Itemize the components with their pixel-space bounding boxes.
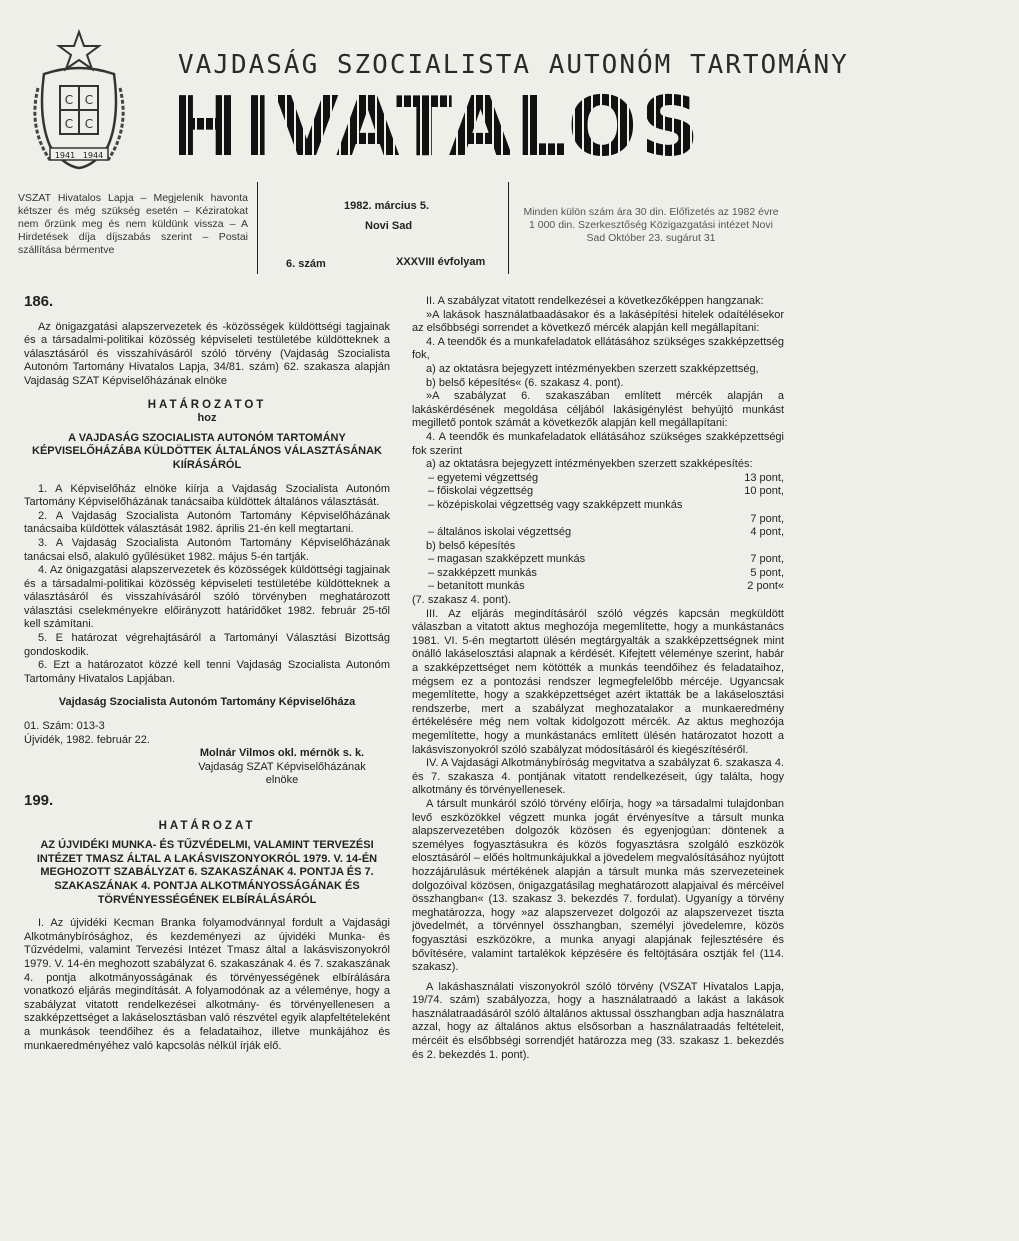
paragraph-5: 5. E határozat végrehajtásáról a Tartományi Választási Bizottság gondoskodik. <box>24 632 390 658</box>
paragraph-IV: IV. A Vajdasági Alkotmánybíróság megvitatva a szabályzat 6. szakasza 4. és 7. szakasza 4. pontjának vitatott rendelkezéseit, úgy találta, hogy alkotmány és törvényellenesek. <box>412 757 784 797</box>
paragraph-II: II. A szabályzat vitatott rendelkezései a következőképpen hangzanak: <box>426 295 764 307</box>
coat-of-arms-emblem <box>20 28 138 178</box>
quote-3: a) az oktatásra bejegyzett intézményekben szerzett szakképzettség, <box>426 362 759 375</box>
paragraph-III: III. Az eljárás megindításáról szóló végzés kapcsán megküldött válaszban a vitatott aktus meghozója megemlítette, hogy a munkástanács 1981. VI. 5-én megtartott ülésén megtárgyalták a szakképzettségnek mint önálló lakáselosztási alapnak a kérdését. Kifejtett véleménye szerint, habár a szakképzettséget nem kötötték a munkás teendőihez és feladataihoz, mégsem ez a pontozási rendszer legmegfelelőbb mércéje. Ugyancsak megemlítette, hogy a szakképzettséget azért iktatták be a lakáselosztási rendszerbe, mert a szabályzat meghozatalakor a munkaeredmény értékelésére még nem voltak kidolgozott mércék. Az aktus meghozója megemlítette, hogy a munkástanács említett ülésén határozatot hozott a lakásviszonyokról szóló szabályzat módosításáról és kiegészítéséről. <box>412 607 784 756</box>
paragraph-I: I. Az újvidéki Kecman Branka folyamodvánnyal fordult a Vajdasági Alkotmánybírósághoz, és kezdeményezi az újvidéki Munka- és Tűzvédelmi, valamint Tervezési Intézet Tmasz által a lakásviszonyokról 1979. V. 14-én meghozott szabályzat 6. szakaszának 4. és 7. szakaszának 4. pontja alkotmányosságának és törvényességének elbírálására vonatkozó eljárás megindítását. A folyamodónak az a véleménye, hogy a szabályzat vitatott rendelkezései alkotmány- és törvényellenesen a szakképzettséget a lakáselosztásban való részvétel egyik alapfeltételeként a munkások teendőihez és a feladataihoz, illetve munkájához és munkaeredményéhez való kapcsolás nélkül írják elő. <box>24 917 390 1052</box>
quote-7: a) az oktatásra bejegyzett intézményekben szerzett szakképesítés: <box>426 458 753 471</box>
signer-role: Vajdaság SZAT Képviselőházának <box>198 760 366 773</box>
left-column <box>24 295 390 1053</box>
paragraph-6: 6. Ezt a határozatot közzé kell tenni Vajdaság Szocialista Autonóm Tartomány Hivatalos Lapjában. <box>24 659 390 685</box>
quote-5: »A szabályzat 6. szakaszában említett mércék alapján a lakáskérdésének megoldása céljából lakásigénylést behyújtó munkást megillető pontok számát a következők alapján kell megállapítani: <box>412 390 784 430</box>
svg-text:С: С <box>64 93 74 107</box>
list-item: – egyetemi végzettség 13 pont, <box>428 471 784 484</box>
signer-role-2: elnöke <box>265 774 299 787</box>
decision-title-hoz: hoz <box>197 412 217 425</box>
publication-notice: VSZAT Hivatalos Lapja – Megjelenik havonta kétszer és még szükség esetén – Kéziratokat nem őrzünk meg és nem küldünk vissza – A Hirdetések díja díjszabás szerint – Postai szállítása bérmentve <box>18 192 248 256</box>
subscription-notice: Minden külön szám ára 30 din. Előfizetés az 1982 évre 1 000 din. Szerkesztőség Közigazgatási intézet Novi Sad Október 23. sugárut 31 <box>523 206 779 244</box>
intro-paragraph: Az önigazgatási alapszervezetek és -közösségek küldöttségi tagjainak és a társadalmi-politikai közösség képviseleti testületébe küldötteknek a választásáról és visszahívásáról szóló törvény (Vajdaság Szocialista Autonóm Tartomány Hivatalos Lapja, 34/81. szám) 62. szakasza alapján Vajdaság SZAT Képviselőházának elnöke <box>24 320 390 387</box>
issue-place: Novi Sad <box>365 220 413 232</box>
svg-text:С: С <box>84 93 94 107</box>
svg-text:С: С <box>84 117 94 131</box>
issue-date: 1982. március 5. <box>344 200 430 212</box>
reference-number: 01. Szám: 013-3 <box>24 720 105 733</box>
decision-number-199: 199. <box>24 792 54 809</box>
issue-number: 6. szám <box>286 258 326 270</box>
list-item: 7 pont, <box>750 512 784 525</box>
list-item: – általános iskolai végzettség 4 pont, <box>428 526 784 539</box>
quote-6: 4. A teendők és munkafeladatok ellátásához szükséges szakképzettségi fok szerint <box>412 430 784 457</box>
issue-year: XXXVIII évfolyam <box>396 256 486 268</box>
list-heading-b: b) belső képesítés <box>426 539 516 552</box>
quote-8: (7. szakasz 4. pont). <box>412 594 512 607</box>
decision-subject: A VAJDASÁG SZOCIALISTA AUTONÓM TARTOMÁNY KÉPVISELŐHÁZÁBA KÜLDÖTTEK ÁLTALÁNOS VÁLASZTÁSÁNAK KIÍRÁSÁRÓL <box>32 431 382 471</box>
list-item: – magasan szakképzett munkás 7 pont, <box>428 553 784 566</box>
emblem-year-1: 1941 <box>54 151 76 160</box>
list-item: – középiskolai végzettség vagy szakképzett munkás <box>428 498 683 511</box>
masthead-title: HIVATALOS LAPJA <box>170 80 1019 175</box>
masthead-subtitle: VAJDASÁG SZOCIALISTA AUTONÓM TARTOMÁNY <box>178 50 849 80</box>
quote-1: »A lakások használatbaadásakor és a lakásépítési hitelek odaítélésekor az elsőbbségi sorrendet a következő mércék alapján kell megállapítani: <box>412 308 784 335</box>
paragraph-2: 2. A Vajdaság Szocialista Autonóm Tartomány Képviselőházának tanácsaiba küldöttek választását 1982. április 21-én kell megtartani. <box>24 509 390 536</box>
decision-subject-2: AZ ÚJVIDÉKI MUNKA- ÉS TŰZVÉDELMI, VALAMINT TERVEZÉSI INTÉZET TMASZ ÁLTAL A LAKÁSVISZONYOKRÓL 1979. V. 14-ÉN MEGHOZOTT SZABÁLYZAT 6. SZAKASZÁNAK 4. PONTJA ÉS 7. SZAKASZÁNAK 4. PONTJA ALKOTMÁNYOSSÁGÁNAK ÉS TÖRVÉNYESSÉGÉNEK ELBÍRÁLÁSÁRÓL <box>36 839 378 906</box>
decision-title: HATÁROZATOT <box>147 398 267 411</box>
paragraph-4: 4. Az önigazgatási alapszervezetek és közösségek küldöttségi tagjainak és a társadalmi-politikai közösség képviseleti testületébe küldötteknek a választásáról és visszahívásáról szóló törvényben meghatározott választási cselekményekre előirányzott határidőket 1982. február 25-től kell számítani. <box>24 564 390 631</box>
paragraph-IV-2: A társult munkáról szóló törvény előírja, hogy »a társadalmi tulajdonban levő eszközökkel végzett munka jogát érvényesítve a társult munka alapszervezetében dolgozók közösen és egyenjogúan: döntenek a személyes fogyasztásukra és közös fogyasztásra szolgáló eszközök elosztásáról – előés holtmunkájukkal a jövedelem megvalósításához nyújtott hozzájárulásuk mértékének alapján a társult munka más szervezeteinek dolgozóival közösen, önigazgatásilag meghatározott alapjaival és mércéivel összhangban« (13. szakasz 3. bekezdés 7. fordulat). Ugyanígy a törvény meghatározza, hogy »az alapszervezet dolgozói az alapszervezet tiszta jövedelmét, a törvénnyel összhangban, személyi jövedelemre, közös fogyasztási eszközökre, a munka anyagi alapjának fejlesztésére és bővítésére, valamint tartalékok képzésére és feltöjtására osztják fel (114. szakasz). <box>412 797 784 974</box>
paragraph-IV-3: A lakáshasználati viszonyokról szóló törvény (VSZAT Hivatalos Lapja, 19/74. szám) szabályozza, hogy a használatraadó a lakást a lakások használatraadásáról szóló általános aktussal összhangban adja használatra azzal, hogy az általános aktus elsősorban a használatraadás feltételeit, mércéit és elsőbbségi sorrendjét határozza meg (33. szakasz 1. bekezdés és 2. bekezdés 1. pont). <box>412 980 784 1061</box>
issuing-body: Vajdaság Szocialista Autonóm Tartomány Képviselőháza <box>58 696 356 709</box>
list-item: – betanított munkás 2 pont« <box>428 580 784 593</box>
signer-name: Molnár Vilmos okl. mérnök s. k. <box>199 747 365 760</box>
list-item: – főiskolai végzettség 10 pont, <box>428 485 784 498</box>
reference-date: Újvidék, 1982. február 22. <box>24 733 150 746</box>
paragraph-3: 3. A Vajdaság Szocialista Autonóm Tartomány Képviselőházának tanácsai első, alakuló gyűlésüket 1982. május 5-én tartják. <box>24 536 390 563</box>
paragraph-1: 1. A Képviselőház elnöke kiírja a Vajdaság Szocialista Autonóm Tartomány Képviselőházának tanácsaiba küldöttek általános választását. <box>24 482 390 509</box>
decision-title-2: HATÁROZAT <box>158 819 256 832</box>
svg-text:С: С <box>64 117 74 131</box>
list-item: – szakképzett munkás 5 pont, <box>428 566 784 579</box>
issue-header <box>0 182 800 274</box>
emblem-year-2: 1944 <box>82 151 104 160</box>
quote-4: b) belső képesítés« (6. szakasz 4. pont). <box>426 376 624 389</box>
quote-2: 4. A teendők és a munkafeladatok ellátásához szükséges szakképzettség fok, <box>412 335 784 362</box>
issue-info <box>257 182 509 274</box>
decision-number-186: 186. <box>24 293 54 310</box>
right-column <box>412 295 784 1062</box>
